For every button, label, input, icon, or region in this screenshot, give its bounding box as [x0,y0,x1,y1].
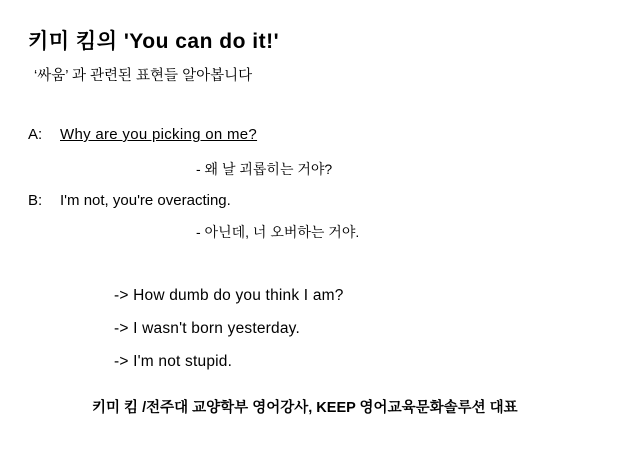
speaker-label-b: B: [28,192,43,209]
alternative-phrase-1: -> How dumb do you think I am? [114,287,344,304]
page-title: 키미 킴의 'You can do it!' [28,30,280,53]
alternative-phrase-3: -> I'm not stupid. [114,353,233,370]
dialogue-line-a [28,126,257,143]
dialogue-english-a: Why are you picking on me? [60,126,258,143]
alternative-phrase-2: -> I wasn't born yesterday. [114,320,300,337]
dialogue-line-b [28,192,231,209]
dialogue-translation-b: - 아닌데, 너 오버하는 거야. [196,224,360,240]
dialogue-english-b: I'm not, you're overacting. [60,192,231,209]
dialogue-translation-a: - 왜 날 괴롭히는 거야? [196,161,333,177]
speaker-label-a: A: [28,126,43,143]
author-credit: 키미 킴 /전주대 교양학부 영어강사, KEEP 영어교육문화솔루션 대표 [92,400,518,416]
page-subtitle: ‘싸움’ 과 관련된 표현들 알아봅니다 [34,68,253,84]
